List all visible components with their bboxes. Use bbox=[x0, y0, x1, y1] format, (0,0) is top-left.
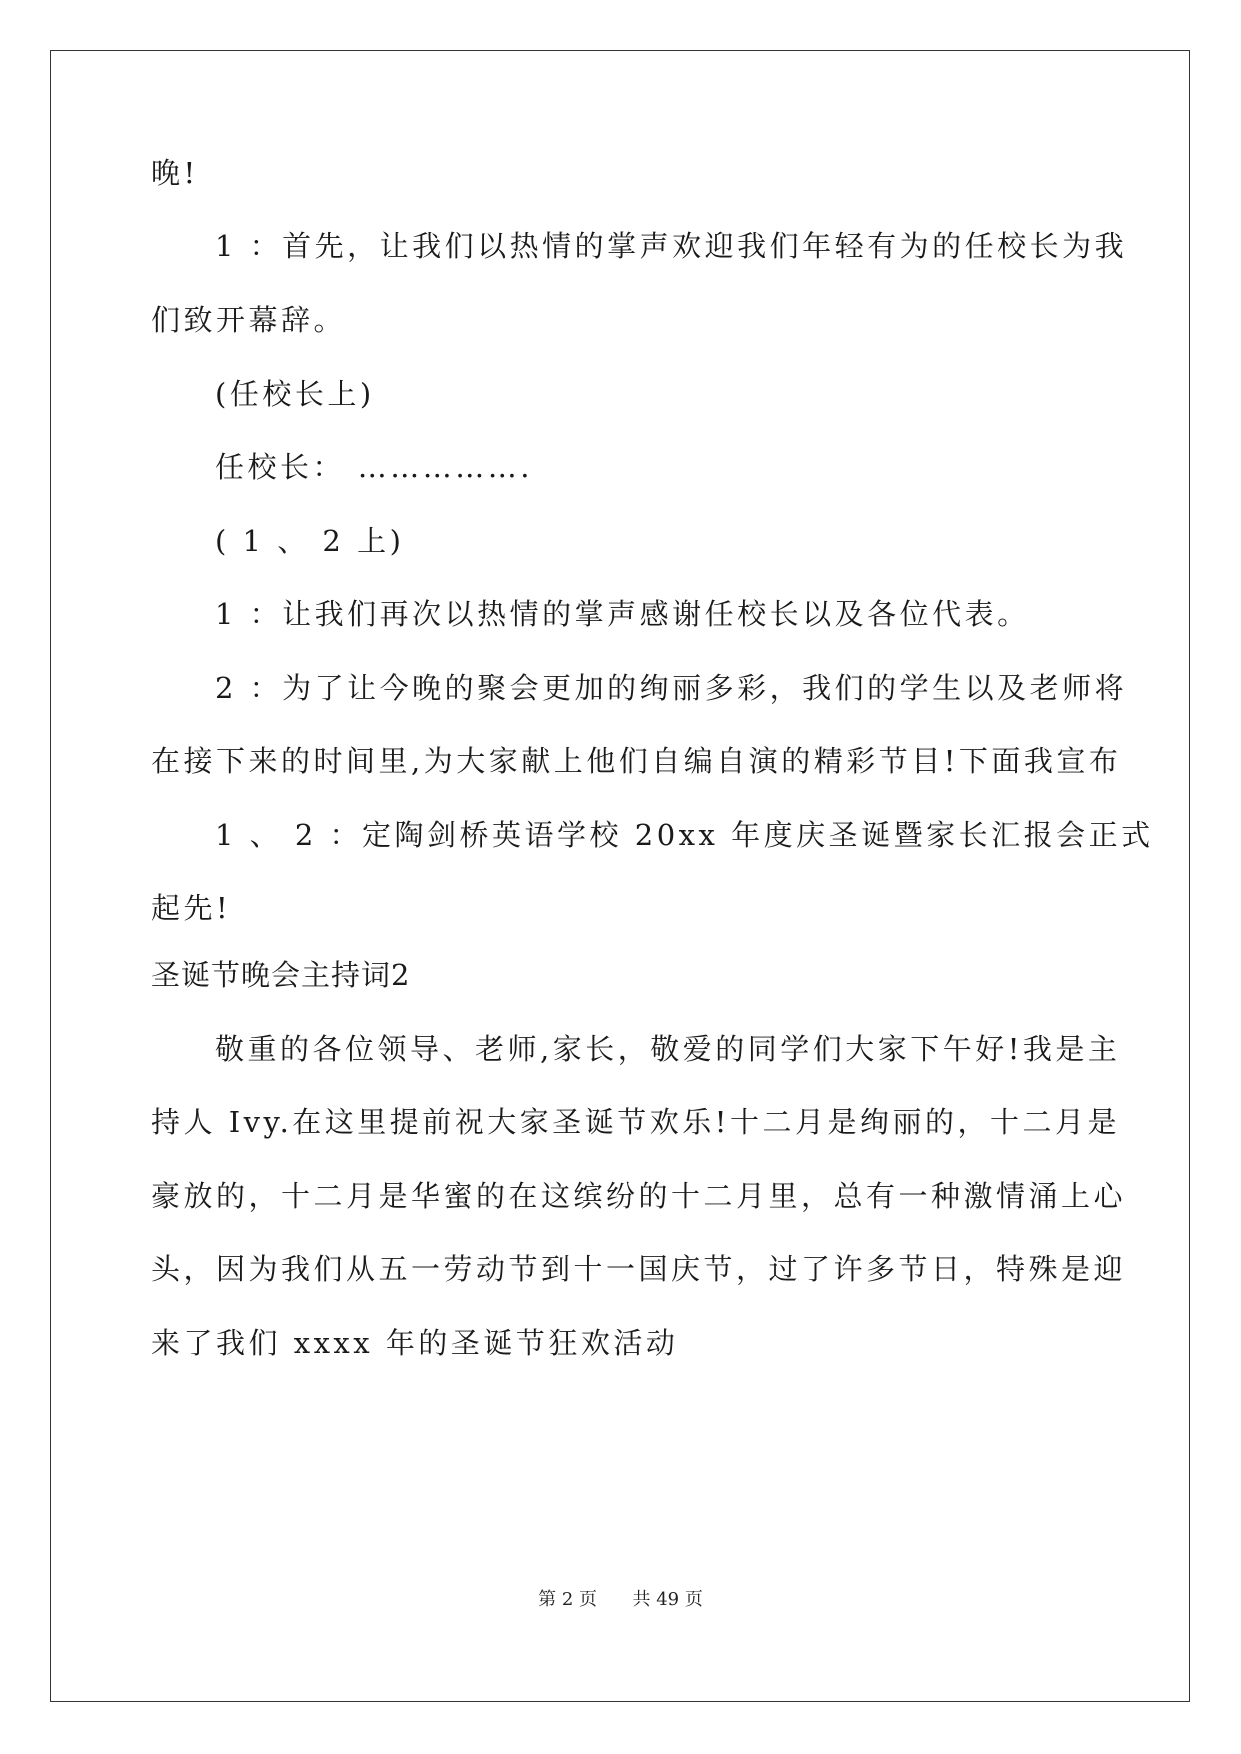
page-border bbox=[50, 50, 1190, 1702]
text-line: 晚! bbox=[151, 156, 199, 190]
text-line: 来了我们 xxxx 年的圣诞节狂欢活动 bbox=[151, 1326, 679, 1360]
text-line: ( 1 、 2 上) bbox=[215, 524, 405, 558]
text-line: 豪放的，十二月是华蜜的在这缤纷的十二月里，总有一种激情涌上心 bbox=[151, 1179, 1127, 1213]
text-line: 2 ：为了让今晚的聚会更加的绚丽多彩，我们的学生以及老师将 bbox=[215, 671, 1128, 705]
text-line: 们致开幕辞。 bbox=[151, 303, 347, 337]
text-line: 在接下来的时间里,为大家献上他们自编自演的精彩节目!下面我宣布 bbox=[151, 744, 1122, 778]
page-footer bbox=[0, 1585, 1241, 1611]
text-line: 起先! bbox=[151, 891, 232, 925]
text-line: 1 ：让我们再次以热情的掌声感谢任校长以及各位代表。 bbox=[215, 597, 1030, 631]
text-line: 持人 Ivy.在这里提前祝大家圣诞节欢乐!十二月是绚丽的，十二月是 bbox=[151, 1105, 1120, 1139]
text-line: 头，因为我们从五一劳动节到十一国庆节，过了许多节日，特殊是迎 bbox=[151, 1252, 1127, 1286]
total-pages: 共 49 页 bbox=[632, 1589, 703, 1610]
page-number: 第 2 页 bbox=[538, 1589, 598, 1610]
text-line: 1 ：首先，让我们以热情的掌声欢迎我们年轻有为的任校长为我 bbox=[215, 229, 1128, 263]
text-line: 1 、 2 ：定陶剑桥英语学校 20xx 年度庆圣诞暨家长汇报会正式 bbox=[215, 818, 1154, 852]
section-heading: 圣诞节晚会主持词2 bbox=[151, 958, 411, 992]
text-line: (任校长上) bbox=[215, 377, 375, 411]
text-line: 任校长： ……………. bbox=[215, 450, 533, 484]
text-line: 敬重的各位领导、老师,家长，敬爱的同学们大家下午好!我是主 bbox=[215, 1032, 1121, 1066]
